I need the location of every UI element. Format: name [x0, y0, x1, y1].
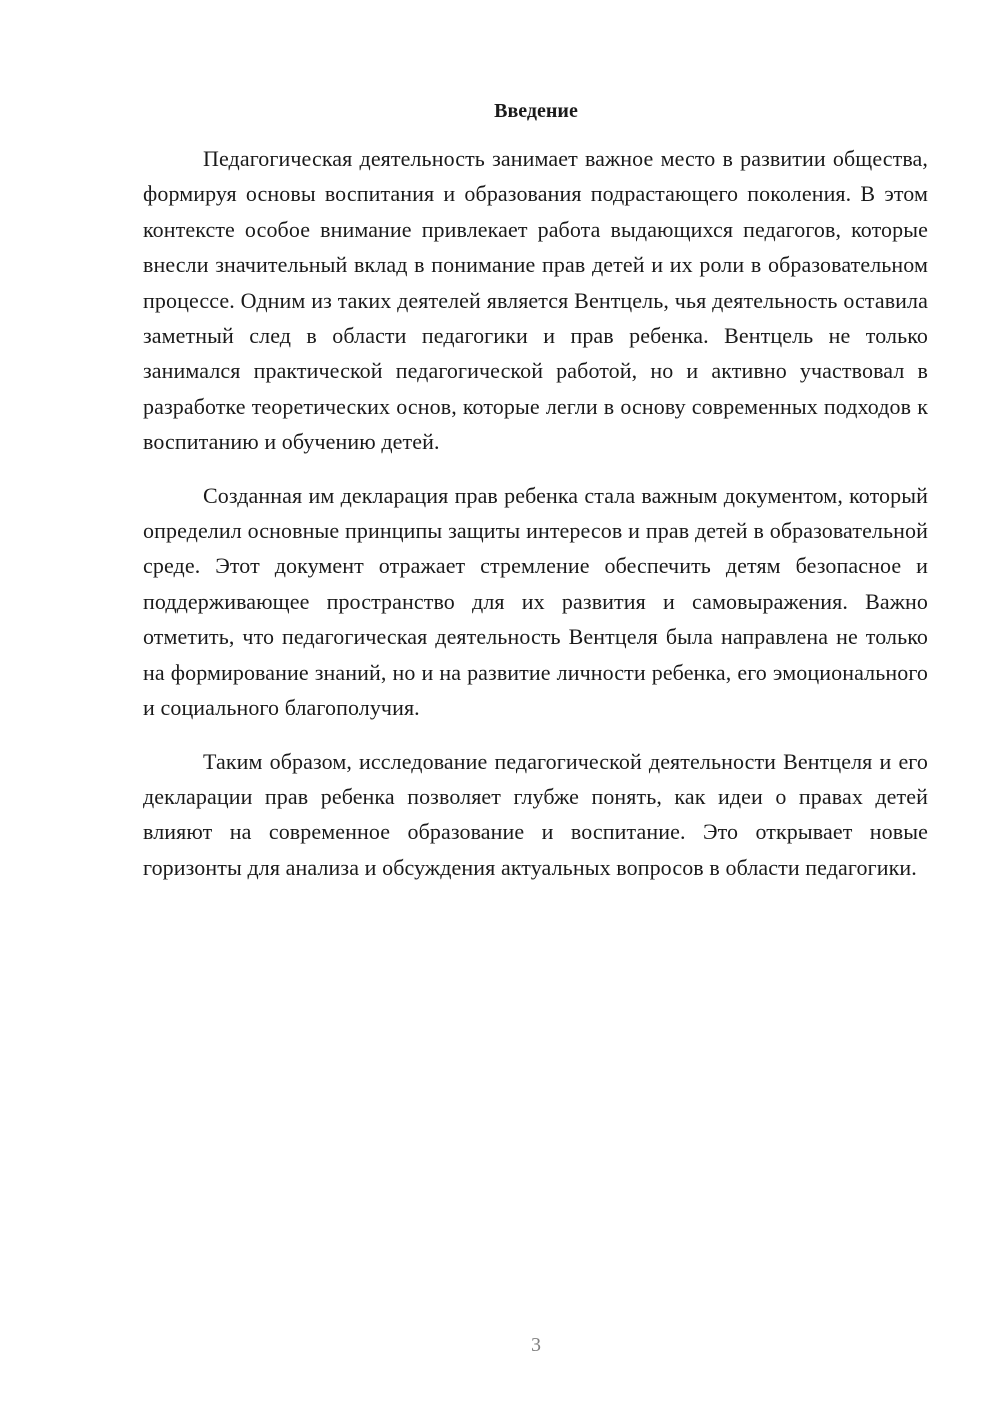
paragraph-2: Созданная им декларация прав ребенка стала важным документом, который определил основные принципы защиты интересов и прав детей в образовательной среде. Этот документ отражает стремление обеспечить детям безопасное и поддерживающее пространство для их развития и самовыражения. Важно отметить, что педагогическая деятельность Вентцеля была направлена не только на формирование знаний, но и на развитие личности ребенка, его эмоционального и социального благополучия. — [143, 482, 928, 721]
body-text — [143, 141, 928, 903]
paragraph-1: Педагогическая деятельность занимает важное место в развитии общества, формируя основы воспитания и образования подрастающего поколения. В этом контексте особое внимание привлекает работа выдающихся педагогов, которые внесли значительный вклад в понимание прав детей и их роли в образовательном процессе. Одним из таких деятелей является Вентцель, чья деятельность оставила заметный след в области педагогики и прав ребенка. Вентцель не только занимался практической педагогической работой, но и активно участвовал в разработке теоретических основ, которые легли в основу современных подходов к воспитанию и обучению детей. — [143, 146, 928, 455]
section-title: Введение — [494, 100, 578, 122]
page-number: 3 — [531, 1334, 541, 1356]
paragraph-3: Таким образом, исследование педагогической деятельности Вентцеля и его декларации прав ребенка позволяет глубже понять, как идеи о правах детей влияют на современное образование и воспитание. Это открывает новые горизонты для анализа и обсуждения актуальных вопросов в области педагогики. — [143, 748, 928, 880]
